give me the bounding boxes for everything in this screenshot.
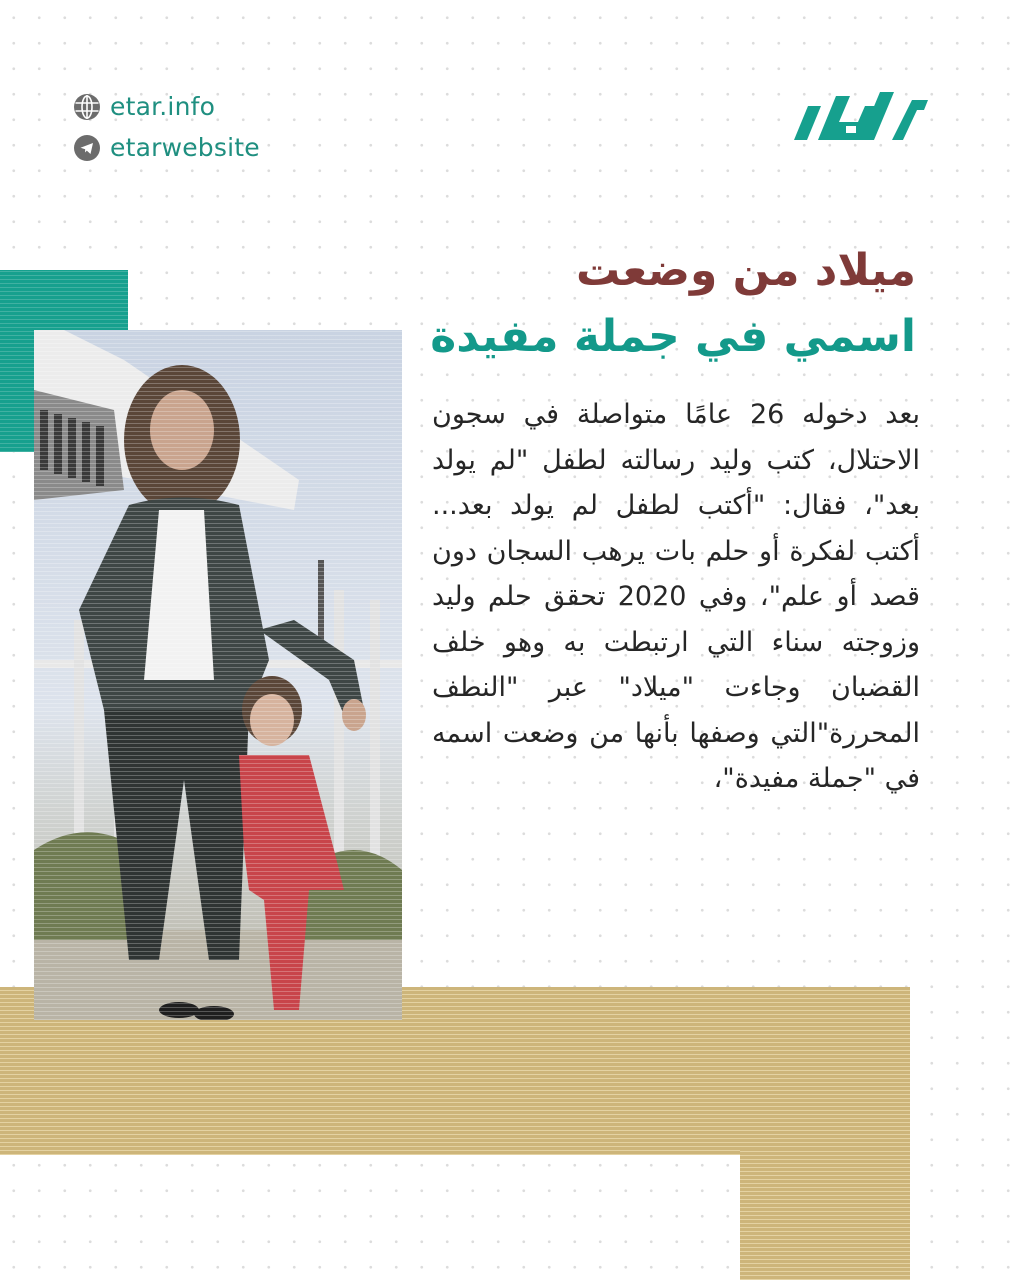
globe-icon [74,94,100,120]
etar-logo [794,92,934,144]
telegram-icon [74,135,100,161]
title-line-2: اسمي في جملة مفيدة [430,311,916,362]
social-links [74,86,260,168]
telegram-link-label: etarwebsite [110,133,260,162]
telegram-link[interactable] [74,127,260,168]
woman-and-child-photo [34,330,402,1020]
website-link-label: etar.info [110,92,216,121]
article-title [430,238,916,370]
article-body: بعد دخوله 26 عامًا متواصلة في سجون الاحتلال، كتب وليد رسالته لطفل "لم يولد بعد"، فقال: "أكتب لطفل لم يولد بعد... أكتب لفكرة أو حلم بات يرهب السجان دون قصد أو علم"، وفي 2020 تحقق حلم وليد وزوجته سناء التي ارتبطت به وهو خلف القضبان وجاءت "ميلاد" عبر "النطف المحررة"التي وصفها بأنها من وضعت اسمه في "جملة مفيدة"، [432,399,921,794]
website-link[interactable] [74,86,260,127]
title-line-1: ميلاد من وضعت [576,245,916,296]
tan-decor-column [740,1150,910,1280]
